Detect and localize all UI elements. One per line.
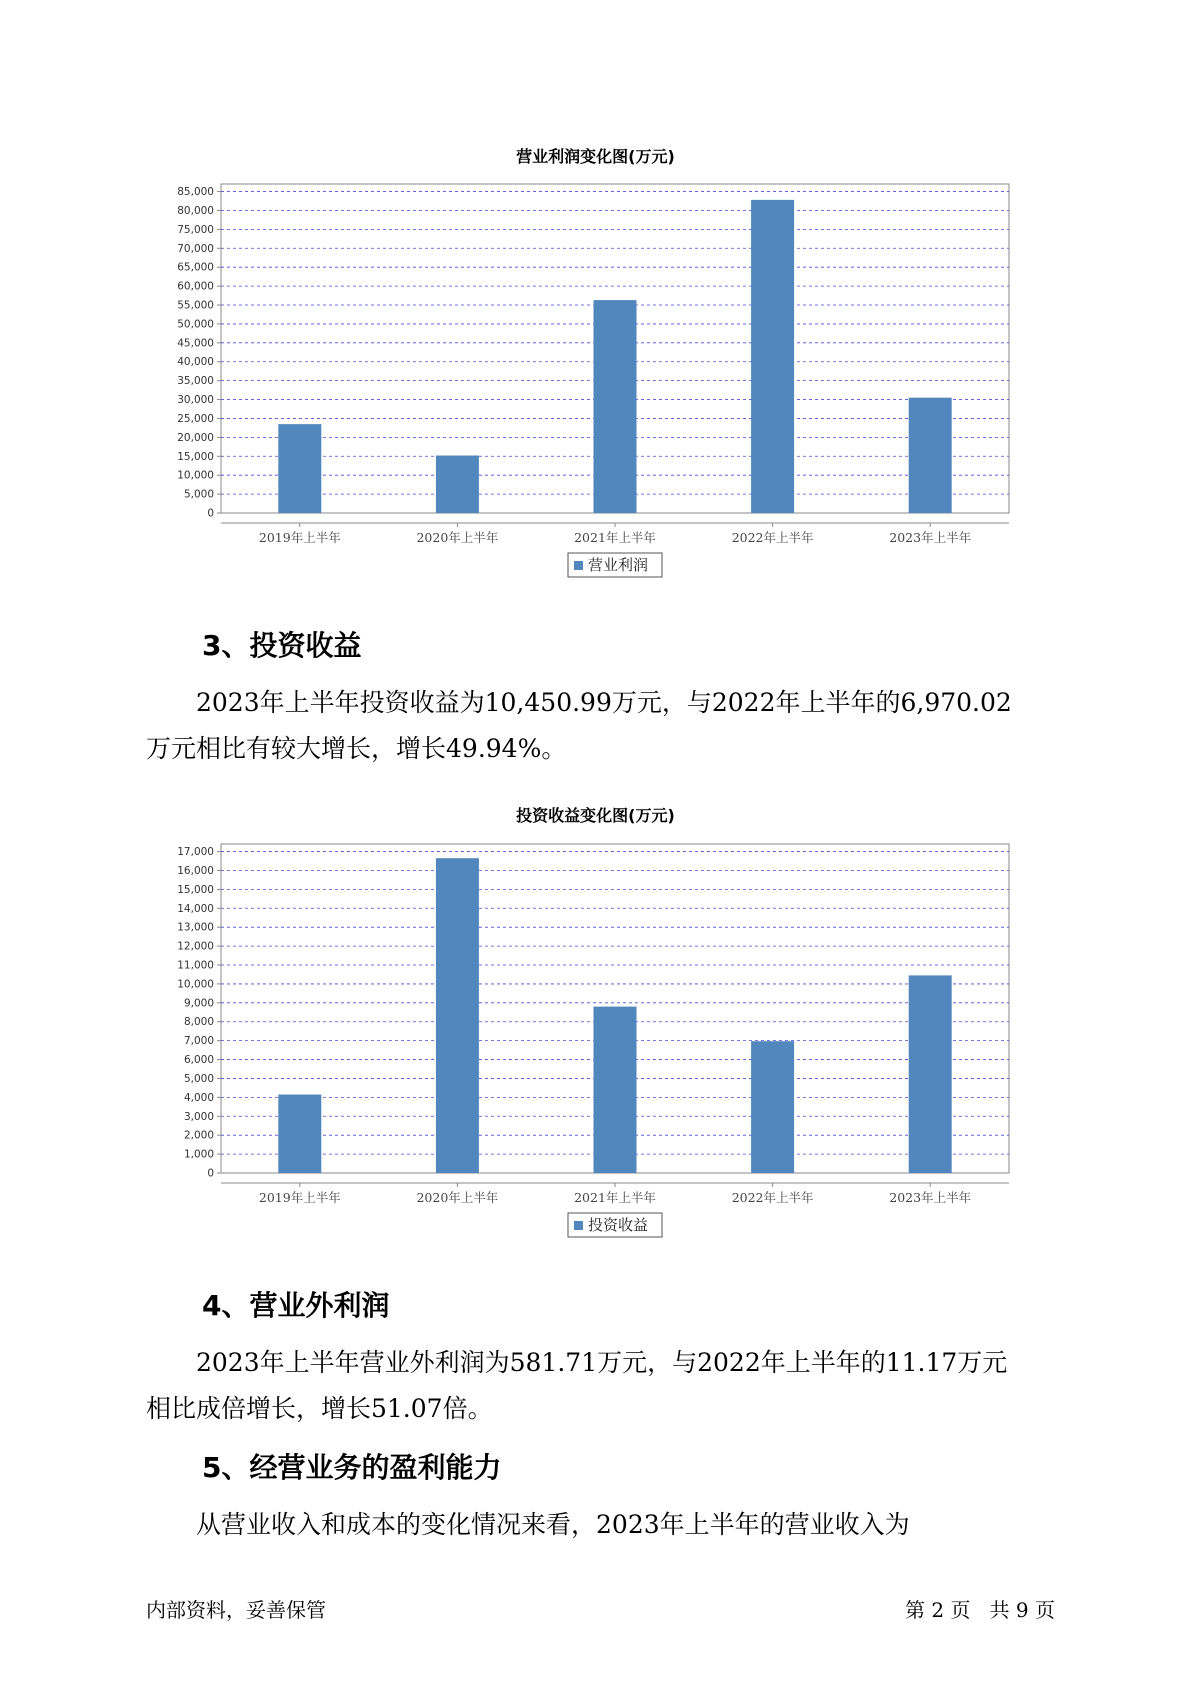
y-tick-label: 80,000 bbox=[177, 204, 214, 217]
x-tick-label: 2021年上半年 bbox=[574, 1190, 656, 1205]
y-tick-label: 70,000 bbox=[177, 242, 214, 255]
y-tick-label: 15,000 bbox=[177, 883, 214, 896]
y-tick-label: 50,000 bbox=[177, 318, 214, 331]
y-tick-label: 65,000 bbox=[177, 261, 214, 274]
y-tick-label: 55,000 bbox=[177, 299, 214, 312]
bar bbox=[436, 858, 479, 1173]
x-tick-label: 2022年上半年 bbox=[731, 1190, 814, 1205]
legend-label: 营业利润 bbox=[588, 556, 649, 574]
footer-confidential-note: 内部资料，妥善保管 bbox=[146, 1598, 326, 1622]
y-tick-label: 30,000 bbox=[177, 394, 214, 407]
y-tick-label: 14,000 bbox=[177, 902, 214, 915]
heading-investment-income: 3、投资收益 bbox=[202, 629, 362, 662]
y-tick-label: 10,000 bbox=[177, 978, 214, 991]
investment-income-bar-chart bbox=[0, 820, 1191, 1260]
legend-swatch bbox=[574, 1221, 583, 1230]
y-tick-label: 0 bbox=[207, 507, 214, 520]
paragraph-line: 万元相比有较大增长，增长49.94%。 bbox=[146, 734, 567, 763]
y-tick-label: 13,000 bbox=[177, 921, 214, 934]
x-tick-label: 2023年上半年 bbox=[889, 1190, 972, 1205]
operating-profit-bar-chart bbox=[0, 160, 1191, 600]
y-tick-label: 25,000 bbox=[177, 412, 214, 425]
y-tick-label: 0 bbox=[207, 1167, 214, 1180]
y-tick-label: 35,000 bbox=[177, 375, 214, 388]
bar bbox=[594, 300, 637, 513]
bar bbox=[751, 1041, 794, 1173]
bar bbox=[909, 398, 952, 513]
y-tick-label: 20,000 bbox=[177, 431, 214, 444]
x-tick-label: 2022年上半年 bbox=[731, 530, 814, 545]
y-tick-label: 60,000 bbox=[177, 280, 214, 293]
y-tick-label: 6,000 bbox=[183, 1054, 214, 1067]
chart-title-operating-profit: 营业利润变化图(万元) bbox=[516, 147, 675, 166]
bar bbox=[436, 456, 479, 513]
y-tick-label: 9,000 bbox=[183, 997, 214, 1010]
y-tick-label: 12,000 bbox=[177, 940, 214, 953]
y-tick-label: 15,000 bbox=[177, 450, 214, 463]
y-tick-label: 10,000 bbox=[177, 469, 214, 482]
x-tick-label: 2021年上半年 bbox=[574, 530, 656, 545]
y-tick-label: 75,000 bbox=[177, 223, 214, 236]
y-tick-label: 40,000 bbox=[177, 356, 214, 369]
paragraph-line: 相比成倍增长，增长51.07倍。 bbox=[146, 1394, 493, 1423]
y-tick-label: 11,000 bbox=[177, 959, 214, 972]
x-tick-label: 2023年上半年 bbox=[889, 530, 972, 545]
paragraph-line: 2023年上半年投资收益为10,450.99万元，与2022年上半年的6,970.02 bbox=[196, 688, 1012, 717]
paragraph-non-operating-profit bbox=[146, 1340, 1061, 1432]
bar bbox=[278, 1095, 321, 1173]
chart-title-investment-income: 投资收益变化图(万元) bbox=[516, 806, 675, 825]
y-tick-label: 2,000 bbox=[183, 1129, 214, 1142]
heading-profitability: 5、经营业务的盈利能力 bbox=[202, 1451, 502, 1484]
y-tick-label: 3,000 bbox=[183, 1110, 214, 1123]
y-tick-label: 1,000 bbox=[183, 1148, 214, 1161]
footer-page-number: 第 2 页 共 9 页 bbox=[905, 1598, 1055, 1622]
y-tick-label: 8,000 bbox=[183, 1016, 214, 1029]
x-tick-label: 2020年上半年 bbox=[416, 1190, 499, 1205]
y-tick-label: 16,000 bbox=[177, 864, 214, 877]
y-tick-label: 4,000 bbox=[183, 1091, 214, 1104]
bar bbox=[909, 975, 952, 1173]
y-tick-label: 5,000 bbox=[183, 488, 214, 501]
paragraph-investment-income bbox=[146, 680, 1061, 772]
bar bbox=[751, 200, 794, 513]
bar bbox=[594, 1007, 637, 1173]
y-tick-label: 5,000 bbox=[183, 1072, 214, 1085]
paragraph-profitability bbox=[146, 1502, 1061, 1548]
bar bbox=[278, 424, 321, 513]
x-tick-label: 2019年上半年 bbox=[258, 530, 341, 545]
y-tick-label: 85,000 bbox=[177, 186, 214, 199]
legend-swatch bbox=[574, 561, 583, 570]
y-tick-label: 45,000 bbox=[177, 337, 214, 350]
y-tick-label: 7,000 bbox=[183, 1035, 214, 1048]
y-tick-label: 17,000 bbox=[177, 846, 214, 859]
paragraph-line: 从营业收入和成本的变化情况来看，2023年上半年的营业收入为 bbox=[196, 1510, 910, 1539]
legend-label: 投资收益 bbox=[588, 1216, 649, 1234]
heading-non-operating-profit: 4、营业外利润 bbox=[202, 1289, 390, 1322]
x-tick-label: 2019年上半年 bbox=[258, 1190, 341, 1205]
paragraph-line: 2023年上半年营业外利润为581.71万元，与2022年上半年的11.17万元 bbox=[196, 1348, 1008, 1377]
x-tick-label: 2020年上半年 bbox=[416, 530, 499, 545]
